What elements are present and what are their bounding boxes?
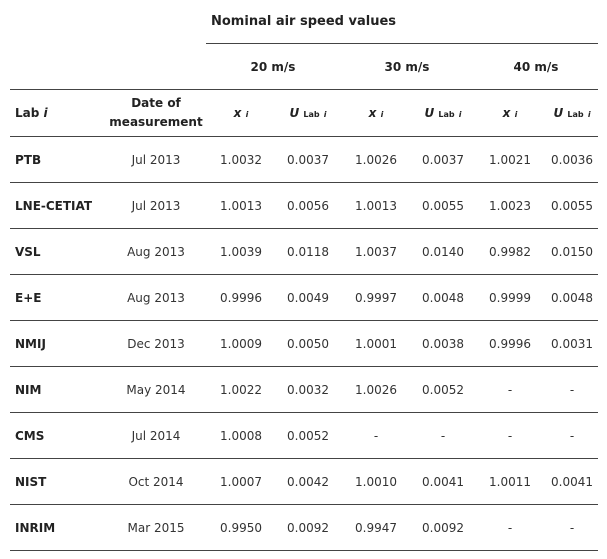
u-value-30: 0.0055 [412, 183, 474, 229]
speed-header-row [10, 44, 598, 90]
measurement-date: Dec 2013 [106, 321, 206, 367]
table-row [10, 137, 598, 183]
x-value-30: 1.0026 [340, 137, 412, 183]
x-header-40 [474, 90, 546, 137]
u-value-40: 0.0031 [546, 321, 598, 367]
x-subscript: i [514, 110, 518, 119]
u-symbol: U [424, 106, 435, 120]
u-value-20: 0.0042 [276, 459, 340, 505]
x-value-20: 1.0039 [206, 229, 276, 275]
lab-name: E+E [10, 275, 106, 321]
blank-corner [10, 44, 206, 90]
u-value-30: 0.0037 [412, 137, 474, 183]
u-value-40: 0.0041 [546, 459, 598, 505]
x-value-40: 0.9996 [474, 321, 546, 367]
speed-header-20: 20 m/s [206, 44, 340, 90]
u-value-40: 0.0150 [546, 229, 598, 275]
x-value-40: - [474, 367, 546, 413]
lab-header-index: i [43, 106, 48, 120]
column-header-row [10, 90, 598, 137]
u-subscript-i: i [587, 110, 591, 119]
u-symbol: U [553, 106, 564, 120]
lab-header-label: Lab [15, 106, 40, 120]
x-symbol: x [502, 106, 511, 120]
table-title: Nominal air speed values [211, 14, 397, 29]
u-value-30: - [412, 413, 474, 459]
u-value-30: 0.0041 [412, 459, 474, 505]
x-value-30: 1.0026 [340, 367, 412, 413]
u-value-30: 0.0038 [412, 321, 474, 367]
measurement-date: Jul 2013 [106, 137, 206, 183]
lab-name: PTB [10, 137, 106, 183]
u-value-20: 0.0050 [276, 321, 340, 367]
u-subscript-lab: Lab [303, 110, 320, 119]
date-header-line2: measurement [109, 115, 203, 129]
speed-header-40: 40 m/s [474, 44, 598, 90]
x-value-30: 0.9947 [340, 505, 412, 551]
u-value-40: 0.0048 [546, 275, 598, 321]
u-value-20: 0.0032 [276, 367, 340, 413]
x-value-40: 1.0011 [474, 459, 546, 505]
measurement-date: May 2014 [106, 367, 206, 413]
u-subscript-lab: Lab [438, 110, 455, 119]
x-value-20: 0.9950 [206, 505, 276, 551]
x-subscript: i [380, 110, 384, 119]
u-header-40 [546, 90, 598, 137]
lab-name: LNE-CETIAT [10, 183, 106, 229]
measurement-date: Jul 2013 [106, 183, 206, 229]
x-value-40: - [474, 505, 546, 551]
measurement-date: Mar 2015 [106, 505, 206, 551]
lab-name: NIST [10, 459, 106, 505]
x-header-30 [340, 90, 412, 137]
table-row [10, 367, 598, 413]
u-header-20 [276, 90, 340, 137]
x-value-30: 0.9997 [340, 275, 412, 321]
x-value-20: 0.9996 [206, 275, 276, 321]
table-row [10, 413, 598, 459]
u-subscript-i: i [323, 110, 327, 119]
u-value-40: - [546, 505, 598, 551]
x-value-30: 1.0013 [340, 183, 412, 229]
x-symbol: x [368, 106, 377, 120]
date-header-line1: Date of [131, 96, 181, 110]
speed-header-30: 30 m/s [340, 44, 474, 90]
x-value-20: 1.0032 [206, 137, 276, 183]
x-value-30: 1.0001 [340, 321, 412, 367]
u-value-30: 0.0140 [412, 229, 474, 275]
table-row [10, 275, 598, 321]
u-value-40: 0.0036 [546, 137, 598, 183]
date-header [106, 90, 206, 137]
x-value-40: 0.9982 [474, 229, 546, 275]
table-row [10, 459, 598, 505]
x-value-20: 1.0013 [206, 183, 276, 229]
x-value-40: 1.0021 [474, 137, 546, 183]
measurement-date: Jul 2014 [106, 413, 206, 459]
u-value-30: 0.0048 [412, 275, 474, 321]
lab-name: NMIJ [10, 321, 106, 367]
lab-header [10, 90, 106, 137]
table-row [10, 505, 598, 551]
u-subscript-lab: Lab [567, 110, 584, 119]
u-value-20: 0.0056 [276, 183, 340, 229]
table-row [10, 229, 598, 275]
u-symbol: U [289, 106, 300, 120]
u-value-20: 0.0092 [276, 505, 340, 551]
x-value-30: - [340, 413, 412, 459]
u-subscript-i: i [458, 110, 462, 119]
table-row [10, 183, 598, 229]
x-value-20: 1.0022 [206, 367, 276, 413]
air-speed-table [10, 0, 598, 551]
measurement-date: Aug 2013 [106, 275, 206, 321]
title-row [10, 0, 598, 44]
table-row [10, 321, 598, 367]
x-value-30: 1.0010 [340, 459, 412, 505]
x-header-20 [206, 90, 276, 137]
u-value-20: 0.0118 [276, 229, 340, 275]
u-value-20: 0.0052 [276, 413, 340, 459]
u-value-20: 0.0037 [276, 137, 340, 183]
x-subscript: i [245, 110, 249, 119]
measurement-date: Aug 2013 [106, 229, 206, 275]
measurement-date: Oct 2014 [106, 459, 206, 505]
x-value-20: 1.0008 [206, 413, 276, 459]
x-value-30: 1.0037 [340, 229, 412, 275]
u-value-30: 0.0092 [412, 505, 474, 551]
lab-name: VSL [10, 229, 106, 275]
u-header-30 [412, 90, 474, 137]
u-value-40: - [546, 367, 598, 413]
x-value-40: 0.9999 [474, 275, 546, 321]
u-value-40: 0.0055 [546, 183, 598, 229]
lab-name: INRIM [10, 505, 106, 551]
u-value-40: - [546, 413, 598, 459]
x-value-40: - [474, 413, 546, 459]
x-symbol: x [233, 106, 242, 120]
x-value-40: 1.0023 [474, 183, 546, 229]
x-value-20: 1.0007 [206, 459, 276, 505]
lab-name: NIM [10, 367, 106, 413]
u-value-30: 0.0052 [412, 367, 474, 413]
u-value-20: 0.0049 [276, 275, 340, 321]
lab-name: CMS [10, 413, 106, 459]
x-value-20: 1.0009 [206, 321, 276, 367]
